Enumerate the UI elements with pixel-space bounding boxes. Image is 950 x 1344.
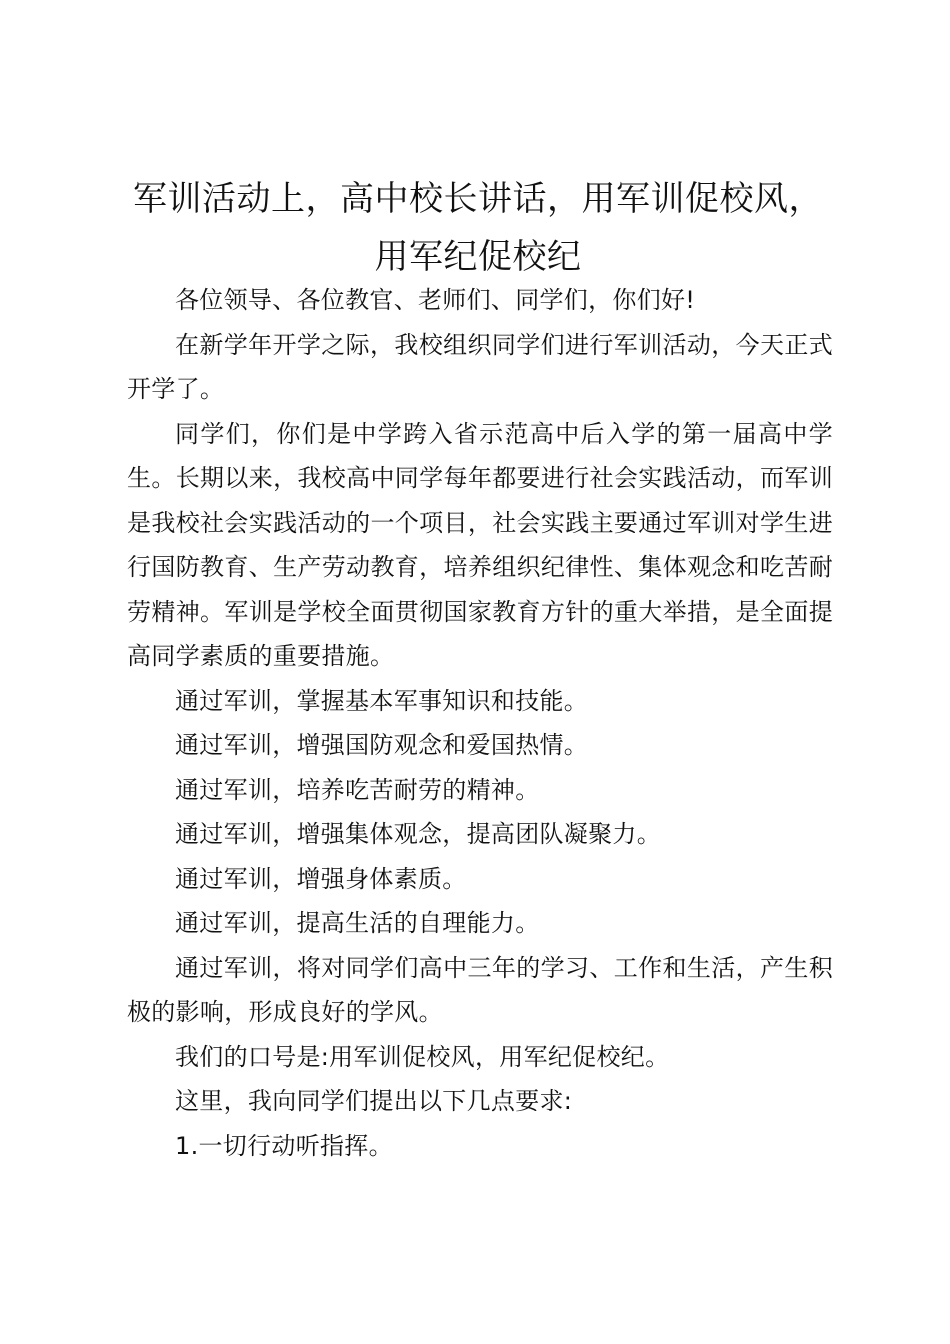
paragraph-goal-6: 通过军训，提高生活的自理能力。 xyxy=(175,909,540,937)
paragraph-background: 同学们，你们是中学跨入省示范高中后入学的第一届高中学生。长期以来，我校高中同学每年都要进行社会实践活动，而军训是我校社会实践活动的一个项目，社会实践主要通过军训对学生进行国防教育、生产劳动教育，培养组织纪律性、集体观念和吃苦耐劳精神。军训是学校全面贯彻国家教育方针的重大举措，是全面提高同学素质的重要措施。 xyxy=(127,419,833,670)
paragraph-goal-7: 通过军训，将对同学们高中三年的学习、工作和生活，产生积极的影响，形成良好的学风。 xyxy=(127,953,833,1026)
paragraph-goal-2: 通过军训，增强国防观念和爱国热情。 xyxy=(175,731,589,759)
paragraph-requirement-1: 1.一切行动听指挥。 xyxy=(175,1131,393,1160)
paragraph-goal-1: 通过军训，掌握基本军事知识和技能。 xyxy=(175,686,589,715)
paragraph-goal-5: 通过军训，增强身体素质。 xyxy=(175,864,467,893)
paragraph-goal-4: 通过军训，增强集体观念，提高团队凝聚力。 xyxy=(175,820,661,848)
paragraph-goal-3: 通过军训，培养吃苦耐劳的精神。 xyxy=(175,775,540,804)
paragraph-slogan: 我们的口号是:用军训促校风，用军纪促校纪。 xyxy=(175,1042,670,1071)
document-title: 军训活动上，高中校长讲话，用军训促校风，用军纪促校纪 xyxy=(133,179,823,277)
paragraph-greeting: 各位领导、各位教官、老师们、同学们，你们好! xyxy=(175,286,696,314)
document-body xyxy=(127,278,833,1168)
paragraph-requirements-intro: 这里，我向同学们提出以下几点要求: xyxy=(175,1087,573,1115)
paragraph-opening: 在新学年开学之际，我校组织同学们进行军训活动，今天正式开学了。 xyxy=(127,330,833,403)
